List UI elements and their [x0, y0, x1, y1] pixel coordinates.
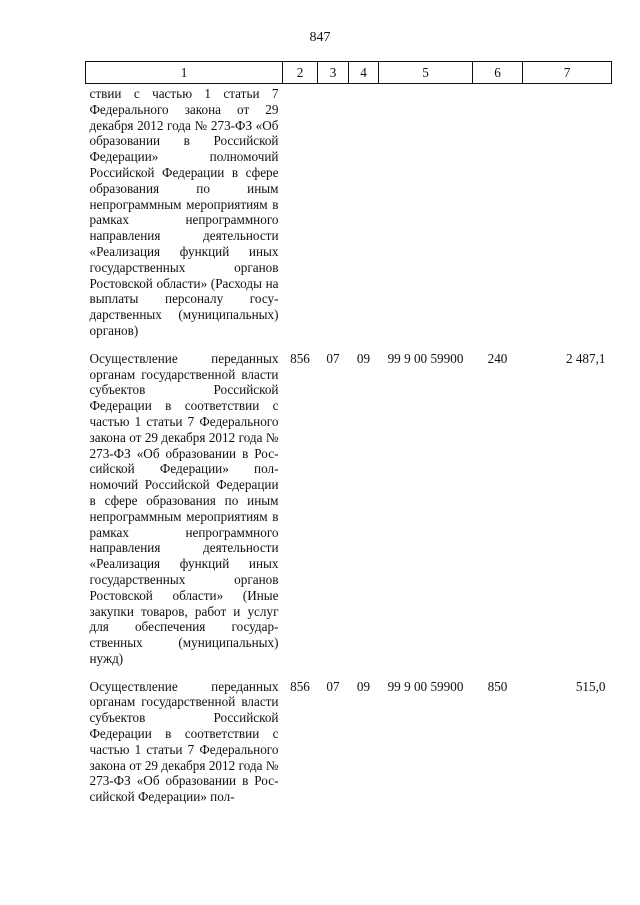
table-row	[86, 84, 612, 343]
row-subsection-code: 09	[356, 350, 371, 366]
page-number: 847	[309, 30, 331, 45]
row-target-article-code: 99 9 00 59900	[387, 350, 464, 366]
row-target-article-code: 99 9 00 59900	[387, 678, 464, 694]
row-expense-type-code	[473, 84, 523, 343]
budget-table	[85, 61, 612, 809]
row-expense-type-code: 240	[487, 350, 508, 366]
row-ministry-code: 856	[290, 350, 310, 366]
row-section-code: 07	[326, 350, 340, 366]
column-header-7: 7	[523, 62, 612, 84]
column-header-1: 1	[86, 62, 283, 84]
row-section-code	[318, 84, 349, 343]
table-header-row	[86, 62, 612, 84]
column-header-4: 4	[349, 62, 379, 84]
table-row	[86, 343, 612, 671]
column-header-2: 2	[283, 62, 318, 84]
row-amount	[523, 84, 612, 343]
row-description: Осуществление переданных органам государственной власти субъектов Российской Федерации в соответствии с частью 1 статьи 7 Федерального закона от 29 декабря 2012 года № 273-ФЗ «Об образовании в Российской Федерации» пол-	[89, 678, 279, 805]
table-row	[86, 671, 612, 809]
column-header-3: 3	[318, 62, 349, 84]
row-subsection-code	[349, 84, 379, 343]
row-amount: 515,0	[575, 678, 606, 694]
column-header-6: 6	[473, 62, 523, 84]
row-description: Осуществление переданных органам государственной власти субъектов Российской Федерации в соответствии с частью 1 статьи 7 Федерального закона от 29 декабря 2012 года № 273-ФЗ «Об образовании в Российской Федерации» полномочий Российской Федерации в сфере образования по иным непрограммным мероприятиям в рамках непрограммного направления деятельности «Реализация функций иных государственных органов Ростовской области» (Иные закупки товаров, работ и услуг для обеспечения государственных (муниципальных) нужд)	[89, 350, 279, 666]
row-amount: 2 487,1	[565, 350, 606, 366]
row-section-code: 07	[326, 678, 340, 694]
row-ministry-code	[283, 84, 318, 343]
row-description: ствии с частью 1 статьи 7 Федерального закона от 29 декабря 2012 года № 273-ФЗ «Об образовании в Российской Федерации» полномочий Российской Федерации в сфере образования по иным непрограммным мероприятиям в рамках непрограммного направления деятельности «Реализация функций иных государственных органов Ростовской области» (Расходы на выплаты персоналу государственных (муниципальных) органов)	[89, 86, 279, 338]
row-target-article-code	[379, 84, 473, 343]
row-ministry-code: 856	[290, 678, 310, 694]
row-subsection-code: 09	[356, 678, 371, 694]
row-expense-type-code: 850	[487, 678, 508, 694]
column-header-5: 5	[379, 62, 473, 84]
